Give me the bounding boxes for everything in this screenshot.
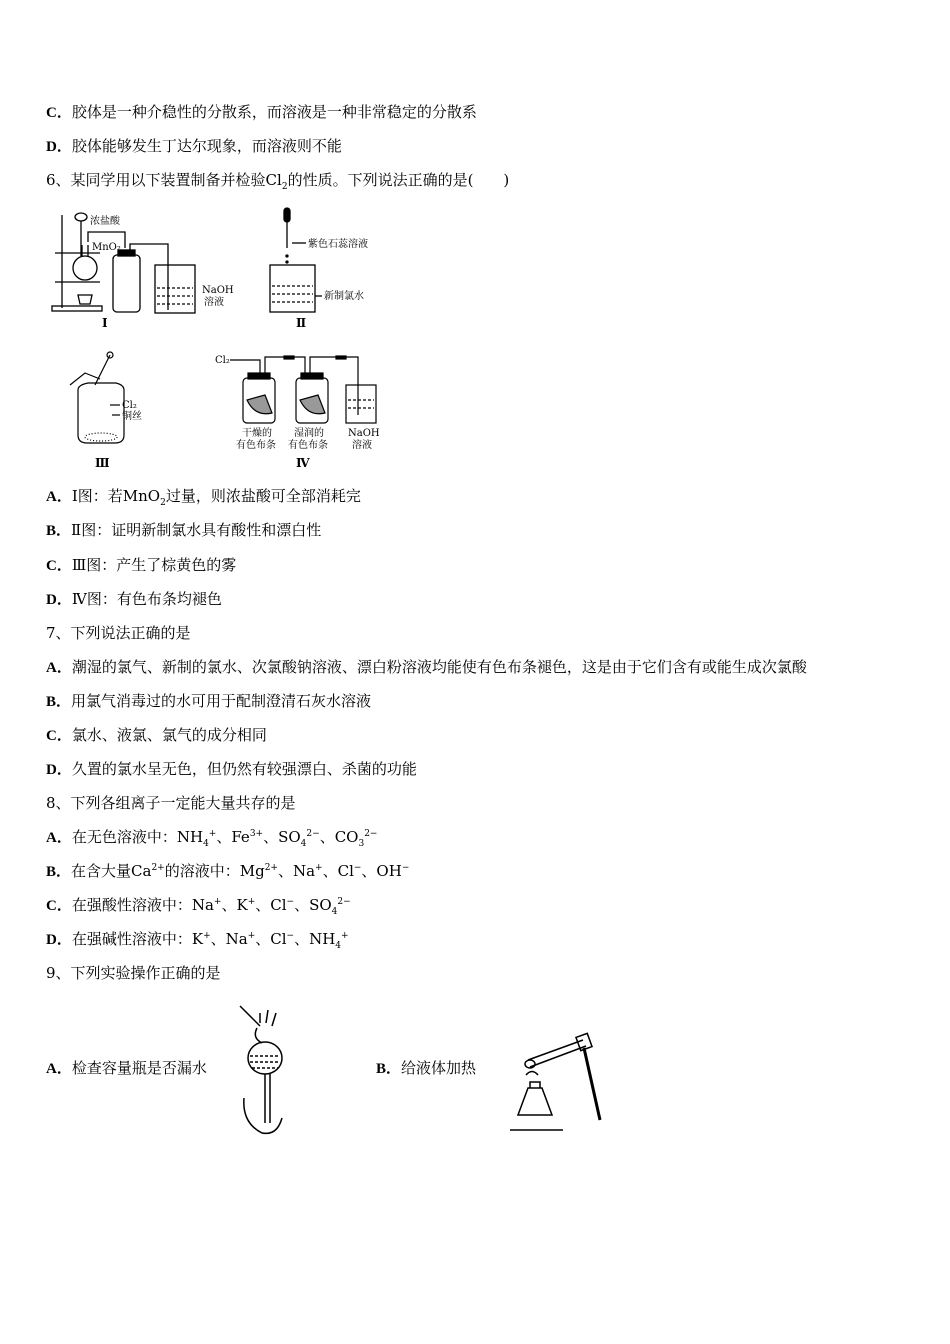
- label-naoh-solution-4: 溶液: [352, 440, 372, 451]
- text-segment: 在强碱性溶液中：K: [71, 930, 204, 948]
- answer-option: [46, 589, 222, 610]
- text-segment: 在含大量Ca: [71, 862, 152, 880]
- text-segment: 、SO: [263, 828, 301, 846]
- superscript: +: [203, 931, 211, 941]
- label-copper-wire: 铜丝: [122, 411, 142, 422]
- superscript: −: [286, 897, 295, 907]
- superscript: +: [208, 829, 217, 839]
- text-segment: Ⅳ图：有色布条均褪色: [71, 590, 222, 608]
- answer-option: [46, 657, 807, 678]
- answer-option: [46, 520, 321, 541]
- option-label: D．: [46, 932, 72, 948]
- superscript: −: [353, 863, 362, 873]
- option-label: C．: [46, 558, 72, 574]
- text-segment: Ⅱ图：证明新制氯水具有酸性和漂白性: [71, 521, 322, 539]
- figure-label-4: Ⅳ: [296, 456, 310, 470]
- answer-option: [46, 102, 477, 123]
- option-label: A．: [46, 1061, 72, 1077]
- apparatus-1-drawing: [52, 213, 195, 313]
- label-wet-1: 湿润的: [294, 428, 324, 439]
- option-label: B．: [46, 523, 72, 539]
- option-label: D．: [46, 592, 72, 608]
- superscript: +: [315, 863, 323, 873]
- text-segment: 久置的氯水呈无色，但仍然有较强漂白、杀菌的功能: [71, 760, 417, 778]
- text-segment: 、Cl: [322, 862, 354, 880]
- label-dry-1: 干燥的: [242, 428, 272, 439]
- label-litmus: 紫色石蕊溶液: [308, 239, 368, 250]
- superscript: −: [401, 863, 410, 873]
- text-segment: 在无色溶液中：NH: [71, 828, 204, 846]
- superscript: 2+: [151, 863, 165, 873]
- superscript: −: [286, 931, 295, 941]
- label-naoh-4: NaOH: [348, 428, 380, 439]
- subscript: 4: [203, 839, 209, 849]
- option-label: C．: [46, 105, 72, 121]
- option-text: 检查容量瓶是否漏水: [71, 1059, 207, 1077]
- q9-option-a: [46, 1058, 207, 1079]
- answer-option: [46, 895, 351, 916]
- heating-liquid-image: [508, 1030, 613, 1138]
- option-label: A．: [46, 660, 72, 676]
- subscript: 4: [335, 941, 342, 951]
- option-label: B．: [376, 1061, 402, 1077]
- text-segment: 过量，则浓盐酸可全部消耗完: [165, 487, 361, 505]
- label-naoh-solution: 溶液: [204, 297, 224, 308]
- apparatus-3-drawing: [70, 352, 124, 443]
- text-segment: 、SO: [294, 896, 332, 914]
- text-segment: 的性质。下列说法正确的是( ): [287, 171, 510, 189]
- text-segment: 、Fe: [216, 828, 250, 846]
- volumetric-flask-check-image: [232, 998, 297, 1143]
- figure-apparatus-1-2: [40, 200, 400, 340]
- figure-label-3: Ⅲ: [95, 456, 110, 470]
- question-stem: [46, 623, 191, 643]
- text-segment: 8、下列各组离子一定能大量共存的是: [46, 794, 296, 812]
- text-segment: 氯水、液氯、氯气的成分相同: [71, 726, 267, 744]
- label-cl2-4: Cl₂: [215, 355, 230, 366]
- subscript: 3: [358, 839, 365, 849]
- subscript: 4: [300, 839, 307, 849]
- text-segment: 在强酸性溶液中：Na: [71, 896, 214, 914]
- apparatus-2-drawing: [270, 208, 322, 312]
- label-wet-2: 有色布条: [288, 440, 328, 451]
- figure-label-1: Ⅰ: [102, 316, 108, 330]
- text-segment: 6、某同学用以下装置制备并检验Cl: [46, 171, 282, 189]
- label-dry-2: 有色布条: [236, 440, 276, 451]
- option-label: C．: [46, 898, 72, 914]
- text-segment: 的溶液中：Mg: [164, 862, 265, 880]
- answer-option: [46, 861, 409, 882]
- answer-option: [46, 725, 267, 746]
- text-segment: 、Cl: [255, 896, 287, 914]
- answer-option: [46, 136, 342, 157]
- question-stem: [46, 793, 296, 813]
- text-segment: 潮湿的氯气、新制的氯水、次氯酸钠溶液、漂白粉溶液均能使有色布条褪色，这是由于它们含有或能生成次氯酸: [71, 658, 807, 676]
- answer-option: [46, 691, 371, 712]
- superscript: 2−: [364, 829, 378, 839]
- figure-apparatus-3-4: [40, 345, 400, 475]
- text-segment: 、Na: [210, 930, 248, 948]
- text-segment: Ⅲ图：产生了棕黄色的雾: [71, 556, 237, 574]
- text-segment: 、CO: [319, 828, 359, 846]
- text-segment: 胶体是一种介稳性的分散系，而溶液是一种非常稳定的分散系: [71, 103, 477, 121]
- label-chlorine-water: 新制氯水: [324, 291, 364, 302]
- text-segment: 、Cl: [255, 930, 287, 948]
- superscript: +: [247, 931, 256, 941]
- label-mno2: MnO₂: [92, 242, 121, 253]
- option-label: D．: [46, 762, 72, 778]
- label-conc-hcl: 浓盐酸: [90, 216, 120, 227]
- text-segment: 9、下列实验操作正确的是: [46, 964, 221, 982]
- question-stem: [46, 170, 509, 190]
- option-label: D．: [46, 139, 72, 155]
- answer-option: [46, 827, 377, 848]
- option-label: A．: [46, 489, 72, 505]
- superscript: +: [341, 931, 349, 941]
- answer-option: [46, 929, 349, 950]
- superscript: 2−: [306, 829, 320, 839]
- question-stem: [46, 963, 221, 983]
- option-label: A．: [46, 830, 72, 846]
- label-naoh: NaOH: [202, 285, 234, 296]
- text-segment: 7、下列说法正确的是: [46, 624, 191, 642]
- text-segment: 、K: [221, 896, 248, 914]
- text-segment: 、OH: [361, 862, 402, 880]
- label-cl2-3: Cl₂: [122, 400, 137, 411]
- superscript: 2−: [337, 897, 351, 907]
- text-segment: 用氯气消毒过的水可用于配制澄清石灰水溶液: [71, 692, 372, 710]
- text-segment: Ⅰ图：若MnO: [71, 487, 161, 505]
- option-text: 给液体加热: [401, 1059, 477, 1077]
- text-segment: 胶体能够发生丁达尔现象，而溶液则不能: [71, 137, 342, 155]
- superscript: 3+: [249, 829, 264, 839]
- superscript: +: [213, 897, 222, 907]
- superscript: +: [247, 897, 256, 907]
- answer-option: [46, 555, 236, 576]
- subscript: 2: [281, 182, 288, 192]
- figure-label-2: Ⅱ: [296, 316, 307, 330]
- apparatus-4-drawing: [230, 356, 376, 423]
- subscript: 4: [331, 907, 338, 917]
- answer-option: [46, 759, 417, 780]
- option-label: B．: [46, 864, 72, 880]
- option-label: B．: [46, 694, 72, 710]
- q9-option-b: [376, 1058, 476, 1079]
- superscript: 2+: [264, 863, 278, 873]
- answer-option: [46, 486, 361, 507]
- text-segment: 、NH: [294, 930, 336, 948]
- subscript: 2: [160, 498, 166, 508]
- option-label: C．: [46, 728, 72, 744]
- text-segment: 、Na: [277, 862, 316, 880]
